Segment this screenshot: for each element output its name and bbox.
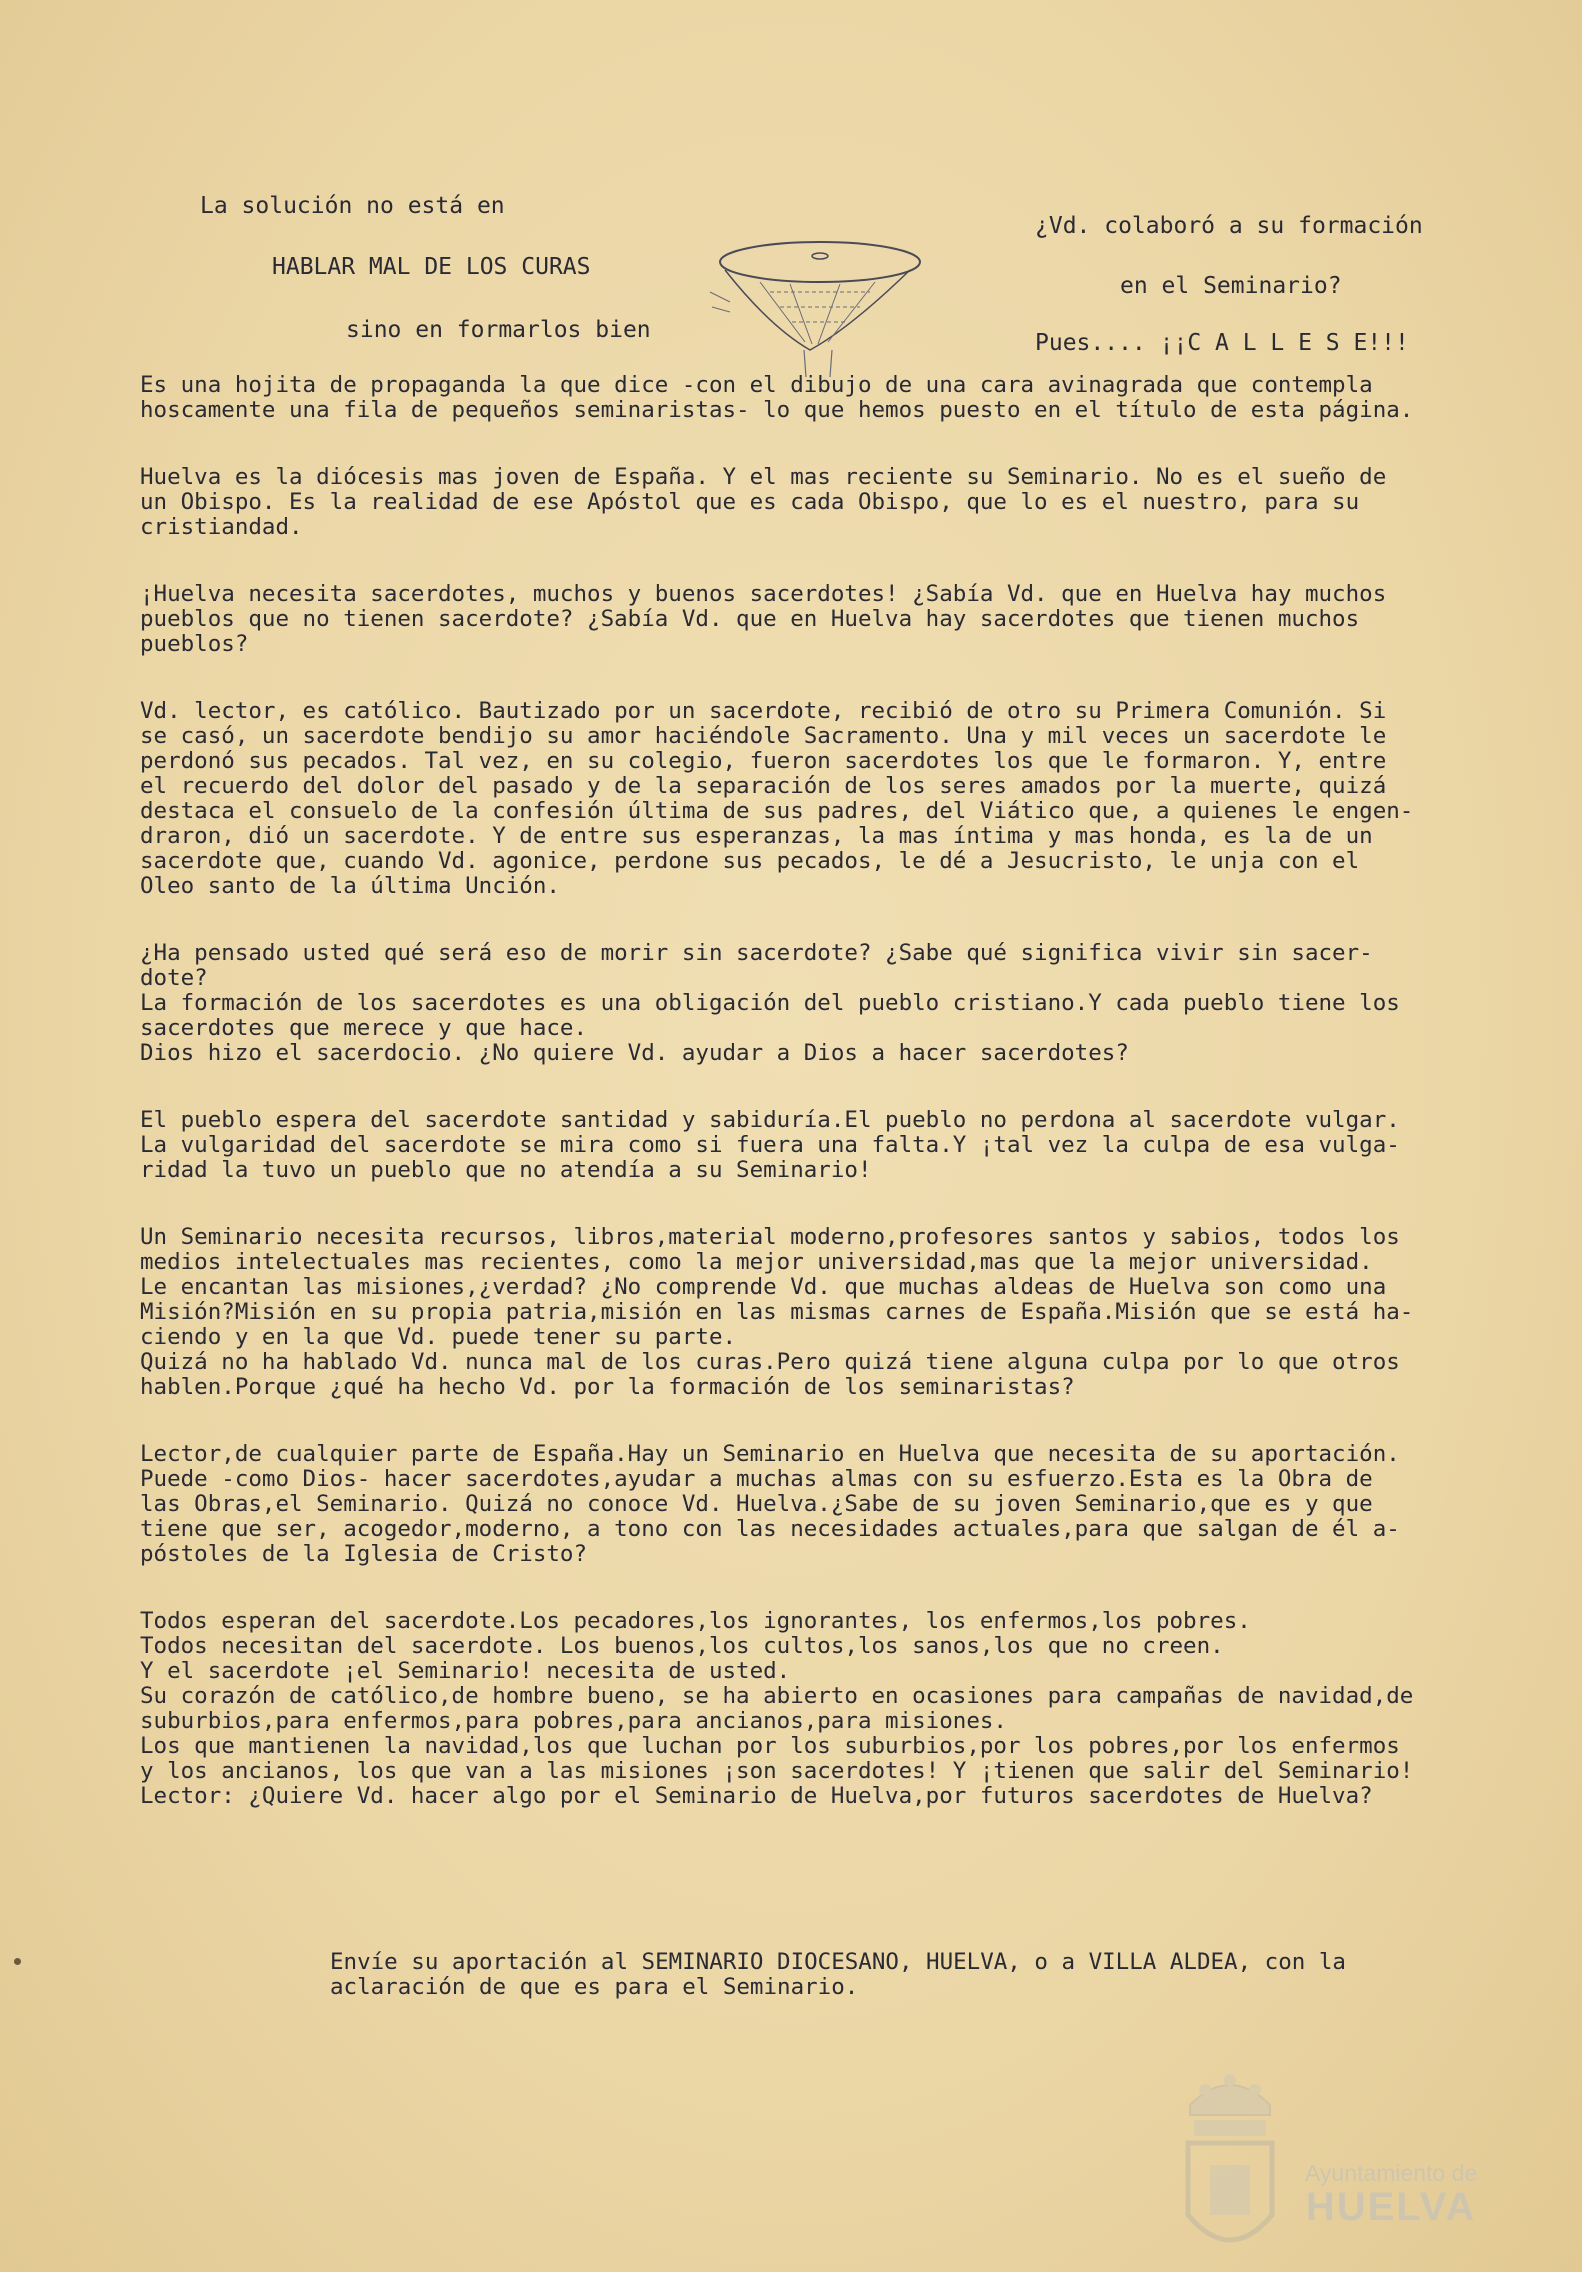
text-line: El pueblo espera del sacerdote santidad y sabiduría.El pueblo no perdona al sacerdote vulgar. xyxy=(140,1107,1400,1133)
text-line: ¡Huelva necesita sacerdotes, muchos y buenos sacerdotes! ¿Sabía Vd. que en Huelva hay muchos xyxy=(140,581,1387,607)
text-line: Todos esperan del sacerdote.Los pecadores,los ignorantes, los enfermos,los pobres. xyxy=(140,1608,1251,1634)
ink-dot xyxy=(14,1958,21,1965)
header-left-line-1: La solución no está en xyxy=(200,193,505,219)
text-line: Es una hojita de propaganda la que dice -con el dibujo de una cara avinagrada que contempla xyxy=(140,372,1373,398)
text-line: suburbios,para enfermos,para pobres,para ancianos,para misiones. xyxy=(140,1708,1007,1734)
text-line: Dios hizo el sacerdocio. ¿No quiere Vd. ayudar a Dios a hacer sacerdotes? xyxy=(140,1040,1129,1066)
text-line: Quizá no ha hablado Vd. nunca mal de los curas.Pero quizá tiene alguna culpa por lo que otros xyxy=(140,1349,1400,1375)
text-line: Huelva es la diócesis mas joven de España. Y el mas reciente su Seminario. No es el sueño de xyxy=(140,464,1387,490)
text-line: cristiandad. xyxy=(140,514,303,540)
coat-of-arms-watermark-icon xyxy=(1170,2065,1290,2265)
text-line: Lector: ¿Quiere Vd. hacer algo por el Seminario de Huelva,por futuros sacerdotes de Huelva? xyxy=(140,1783,1373,1809)
sketch-illustration xyxy=(700,232,930,382)
header-right-line-2: en el Seminario? xyxy=(1120,273,1342,299)
paragraph-3 xyxy=(140,582,1510,657)
watermark-line-1: Ayuntamiento de xyxy=(1305,2160,1478,2186)
text-line: las Obras,el Seminario. Quizá no conoce Vd. Huelva.¿Sabe de su joven Seminario,que es y que xyxy=(140,1491,1373,1517)
text-line: el recuerdo del dolor del pasado y de la separación de los seres amados por la muerte, quizá xyxy=(140,773,1387,799)
paragraph-6 xyxy=(140,1108,1510,1183)
text-line: Y el sacerdote ¡el Seminario! necesita de usted. xyxy=(140,1658,791,1684)
text-line: destaca el consuelo de la confesión última de sus padres, del Viático que, a quienes le engen- xyxy=(140,798,1414,824)
paragraph-8 xyxy=(140,1442,1510,1567)
text-line: medios intelectuales mas recientes, como la mejor universidad,mas que la mejor universidad. xyxy=(140,1249,1373,1275)
text-line: Envíe su aportación al SEMINARIO DIOCESANO, HUELVA, o a VILLA ALDEA, con la xyxy=(330,1949,1346,1975)
text-line: aclaración de que es para el Seminario. xyxy=(330,1974,859,2000)
text-line: póstoles de la Iglesia de Cristo? xyxy=(140,1541,588,1567)
text-line: ridad la tuvo un pueblo que no atendía a su Seminario! xyxy=(140,1157,872,1183)
text-line: La formación de los sacerdotes es una obligación del pueblo cristiano.Y cada pueblo tiene los xyxy=(140,990,1400,1016)
text-line: sacerdote que, cuando Vd. agonice, perdone sus pecados, le dé a Jesucristo, le unja con el xyxy=(140,848,1360,874)
text-line: draron, dió un sacerdote. Y de entre sus esperanzas, la mas íntima y mas honda, es la de un xyxy=(140,823,1373,849)
text-line: dote? xyxy=(140,965,208,991)
text-line: La vulgaridad del sacerdote se mira como si fuera una falta.Y ¡tal vez la culpa de esa vulga- xyxy=(140,1132,1400,1158)
text-line: tiene que ser, acogedor,moderno, a tono con las necesidades actuales,para que salgan de él a- xyxy=(140,1516,1400,1542)
header-right-line-3: Pues.... ¡¡C A L L E S E!!! xyxy=(1035,330,1409,356)
watermark-text xyxy=(1305,2160,1477,2227)
text-line: y los ancianos, los que van a las misiones ¡son sacerdotes! Y ¡tienen que salir del Seminario! xyxy=(140,1758,1414,1784)
paragraph-7 xyxy=(140,1225,1510,1400)
text-line: Lector,de cualquier parte de España.Hay un Seminario en Huelva que necesita de su aportación. xyxy=(140,1441,1400,1467)
text-line: pueblos que no tienen sacerdote? ¿Sabía Vd. que en Huelva hay sacerdotes que tienen muchos xyxy=(140,606,1360,632)
text-line: Le encantan las misiones,¿verdad? ¿No comprende Vd. que muchas aldeas de Huelva son como una xyxy=(140,1274,1387,1300)
header-left-line-3: sino en formarlos bien xyxy=(346,317,651,343)
header-left-line-2: HABLAR MAL DE LOS CURAS xyxy=(272,254,591,280)
text-line: Los que mantienen la navidad,los que luchan por los suburbios,por los pobres,por los enfermos xyxy=(140,1733,1400,1759)
text-line: ciendo y en la que Vd. puede tener su parte. xyxy=(140,1324,737,1350)
text-line: hoscamente una fila de pequeños seminaristas- lo que hemos puesto en el título de esta página. xyxy=(140,397,1414,423)
paragraph-1 xyxy=(140,373,1510,423)
header-right-line-1: ¿Vd. colaboró a su formación xyxy=(1035,213,1423,239)
paragraph-5 xyxy=(140,941,1510,1066)
text-line: pueblos? xyxy=(140,631,249,657)
text-line: hablen.Porque ¿qué ha hecho Vd. por la formación de los seminaristas? xyxy=(140,1374,1075,1400)
text-line: Vd. lector, es católico. Bautizado por un sacerdote, recibió de otro su Primera Comunión. Si xyxy=(140,698,1387,724)
text-line: se casó, un sacerdote bendijo su amor haciéndole Sacramento. Una y mil veces un sacerdote le xyxy=(140,723,1387,749)
text-line: Puede -como Dios- hacer sacerdotes,ayudar a muchas almas con su esfuerzo.Esta es la Obra de xyxy=(140,1466,1373,1492)
body-text xyxy=(140,373,1510,1809)
text-line: Un Seminario necesita recursos, libros,material moderno,profesores santos y sabios, todos los xyxy=(140,1224,1400,1250)
paragraph-9 xyxy=(140,1609,1510,1809)
text-line: Todos necesitan del sacerdote. Los buenos,los cultos,los sanos,los que no creen. xyxy=(140,1633,1224,1659)
closing-note xyxy=(330,1950,1346,2000)
paragraph-4 xyxy=(140,699,1510,899)
text-line: ¿Ha pensado usted qué será eso de morir sin sacerdote? ¿Sabe qué significa vivir sin sacer- xyxy=(140,940,1373,966)
text-line: Oleo santo de la última Unción. xyxy=(140,873,560,899)
text-line: Su corazón de católico,de hombre bueno, se ha abierto en ocasiones para campañas de navidad,de xyxy=(140,1683,1414,1709)
text-line: un Obispo. Es la realidad de ese Apóstol que es cada Obispo, que lo es el nuestro, para su xyxy=(140,489,1360,515)
text-line: sacerdotes que merece y que hace. xyxy=(140,1015,588,1041)
text-line: perdonó sus pecados. Tal vez, en su colegio, fueron sacerdotes los que le formaron. Y, entre xyxy=(140,748,1387,774)
text-line: Misión?Misión en su propia patria,misión en las mismas carnes de España.Misión que se está ha- xyxy=(140,1299,1414,1325)
paragraph-2 xyxy=(140,465,1510,540)
watermark-line-2: HUELVA xyxy=(1305,2185,1477,2229)
